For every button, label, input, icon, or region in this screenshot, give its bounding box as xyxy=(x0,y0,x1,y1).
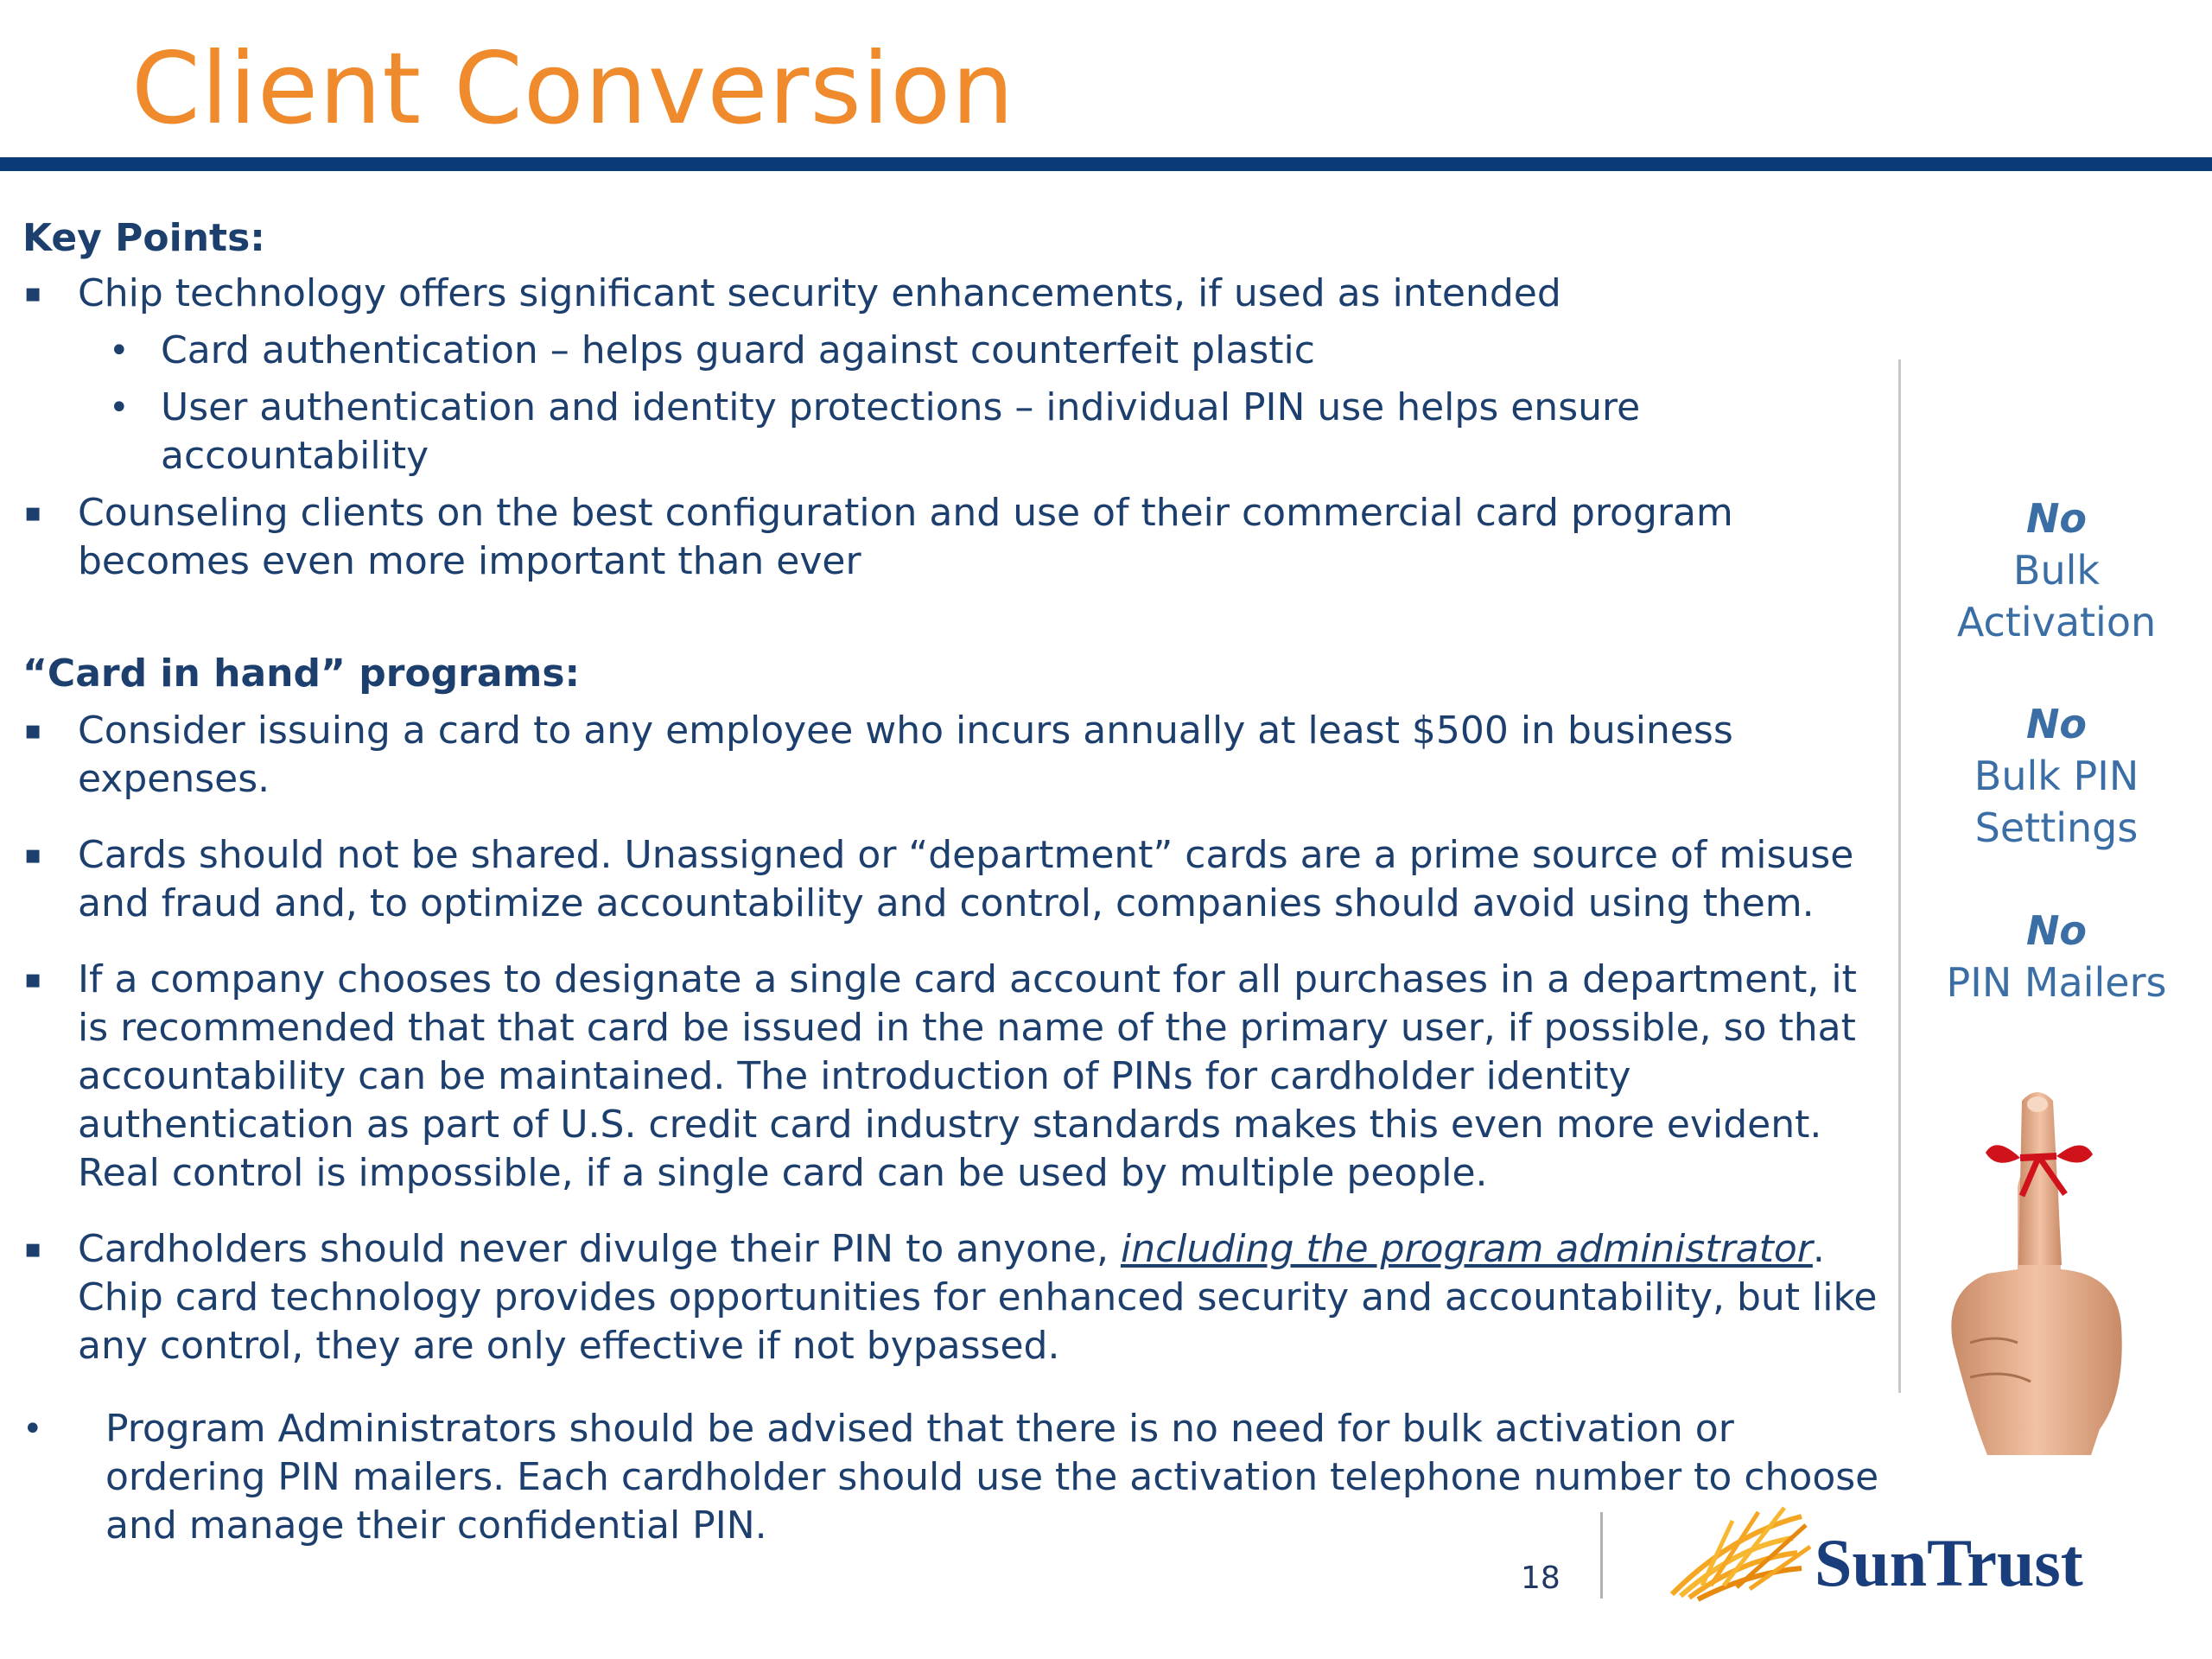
title-rule xyxy=(0,157,2212,171)
callout-no: No xyxy=(2025,495,2088,542)
divulge-text-before: Cardholders should never divulge their PIN to anyone, xyxy=(78,1227,1121,1271)
key-point-item xyxy=(22,489,1880,586)
page-number: 18 xyxy=(1521,1560,1560,1596)
key-point-sub-text: User authentication and identity protections – individual PIN use helps ensure accountability xyxy=(161,385,1641,478)
square-bullet-icon: ▪ xyxy=(24,498,42,528)
key-point-sub-item xyxy=(22,384,1880,480)
round-bullet-icon: • xyxy=(22,1409,43,1449)
sidebar-divider xyxy=(1898,359,1901,1393)
callout-pin-mailers xyxy=(1910,905,2203,1008)
key-point-text: Chip technology offers significant security enhancements, if used as intended xyxy=(78,271,1561,315)
card-in-hand-item xyxy=(22,956,1880,1198)
callout-no: No xyxy=(2025,907,2088,954)
square-bullet-icon: ▪ xyxy=(24,840,42,870)
card-in-hand-text: Consider issuing a card to any employee who incurs annually at least $500 in business expenses. xyxy=(78,709,1733,801)
card-in-hand-text: If a company chooses to designate a single card account for all purchases in a department, it is recommended that that card be issued in the name of the primary user, if possible, so that accountability can be maintained. The introduction of PINs for cardholder identity authentication as part of U.S. credit card industry standards makes this even more evident. Real control is impossible, if a single card can be used by multiple people. xyxy=(78,957,1857,1195)
callout-line: Activation xyxy=(1956,599,2157,645)
suntrust-logo xyxy=(1663,1499,2156,1611)
key-point-sub-text: Card authentication – helps guard against counterfeit plastic xyxy=(161,328,1315,372)
divulge-text-after: . Chip card technology provides opportunities for enhanced security and accountability, but like any control, they are only effective if not bypassed. xyxy=(78,1227,1878,1368)
key-point-sub-item xyxy=(22,327,1880,375)
callout-bulk-activation xyxy=(1910,493,2203,648)
square-bullet-icon: ▪ xyxy=(24,715,42,746)
footer-divider xyxy=(1600,1512,1603,1599)
callout-no: No xyxy=(2025,701,2088,747)
square-bullet-icon: ▪ xyxy=(24,964,42,995)
callout-line: Bulk PIN xyxy=(1974,753,2139,799)
slide-body xyxy=(22,214,1880,1550)
card-in-hand-item xyxy=(22,831,1880,928)
callout-line: Settings xyxy=(1974,804,2139,851)
finger-with-ribbon-icon xyxy=(1936,1084,2152,1455)
sun-rays-icon xyxy=(1672,1508,1810,1599)
slide-title: Client Conversion xyxy=(131,31,1015,146)
round-bullet-icon: • xyxy=(109,388,130,428)
key-point-text: Counseling clients on the best configuration and use of their commercial card program becomes even more important than ever xyxy=(78,491,1733,583)
square-bullet-icon: ▪ xyxy=(24,278,42,308)
card-in-hand-text: Cards should not be shared. Unassigned or “department” cards are a prime source of misuse and fraud and, to optimize accountability and control, companies should avoid using them. xyxy=(78,833,1854,925)
brand-name: SunTrust xyxy=(1815,1525,2083,1600)
card-in-hand-item xyxy=(22,707,1880,804)
divulge-emphasis: including the program administrator xyxy=(1120,1227,1813,1271)
card-in-hand-item xyxy=(22,1225,1880,1370)
card-in-hand-heading: “Card in hand” programs: xyxy=(22,652,581,696)
round-bullet-icon: • xyxy=(109,331,130,371)
key-points-heading: Key Points: xyxy=(22,216,265,260)
admin-note-text: Program Administrators should be advised that there is no need for bulk activation or ordering PIN mailers. Each cardholder should use the activation telephone number to choose and manage their confidential PIN. xyxy=(105,1407,1879,1548)
callout-bulk-pin-settings xyxy=(1910,698,2203,854)
key-point-item xyxy=(22,270,1880,318)
callout-line: PIN Mailers xyxy=(1946,959,2167,1006)
square-bullet-icon: ▪ xyxy=(24,1234,42,1264)
callout-line: Bulk xyxy=(2012,547,2101,594)
